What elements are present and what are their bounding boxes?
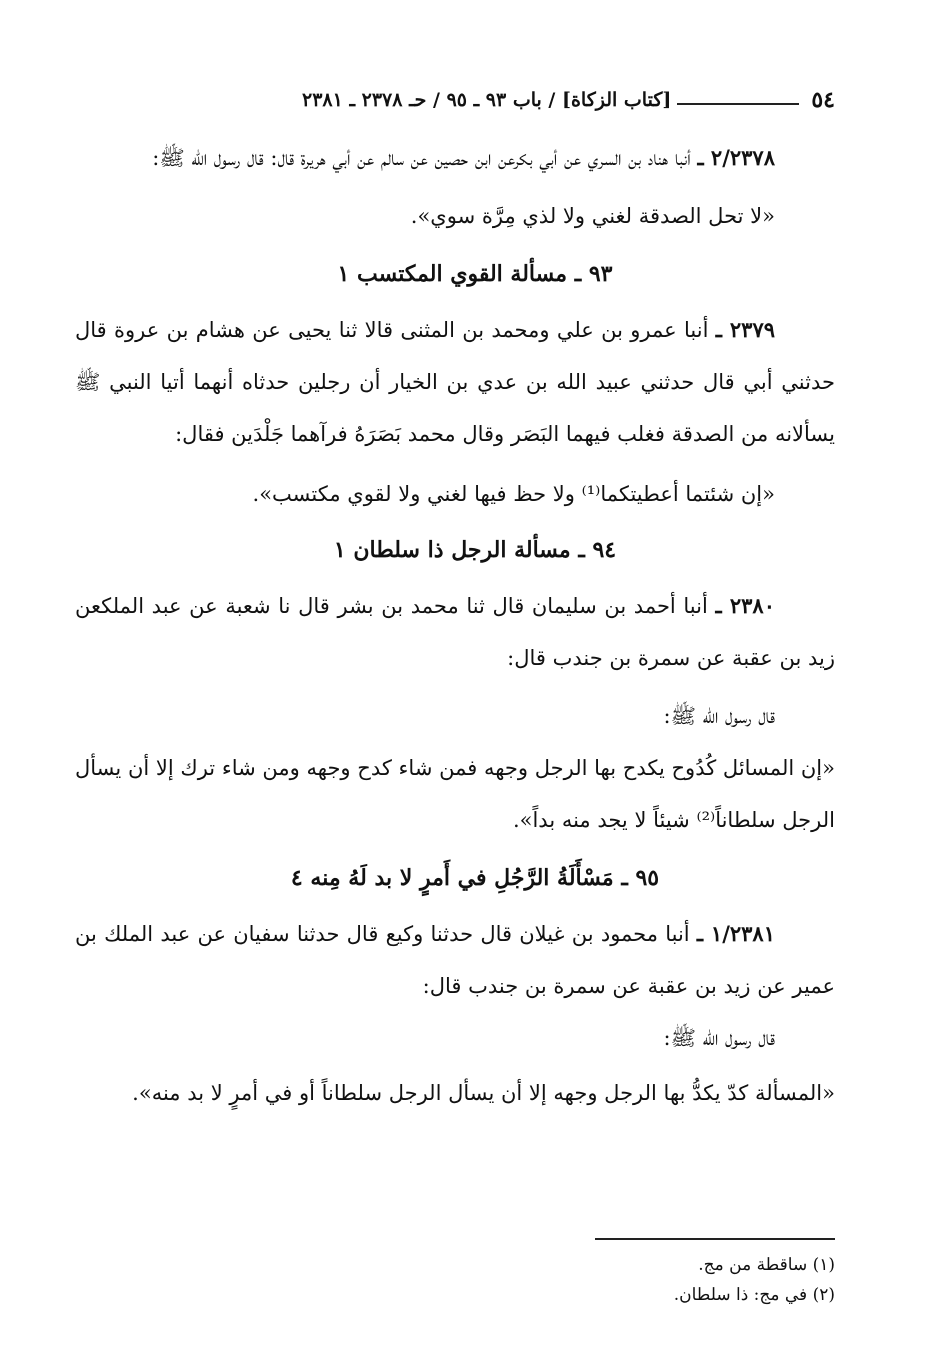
hadith-number: ٢٣٨٠ ـ xyxy=(715,593,775,618)
running-title: [كتاب الزكاة] / باب ٩٣ ـ ٩٥ / حـ ٢٣٧٨ ـ ٢٣٨١ xyxy=(302,89,672,111)
footnote-1: (١) ساقطة من مج. xyxy=(698,1255,835,1275)
hadith-quote: «لا تحل الصدقة لغني ولا لذي مِرَّة سوي». xyxy=(410,204,775,228)
hadith-quote: «إن شئتما أعطيتكما⁽¹⁾ ولا حظ فيها لغني ولا لقوي مكتسب». xyxy=(252,482,775,506)
hadith-quote: «المسألة كدّ يكدُّ بها الرجل وجهه إلا أن يسأل الرجل سلطاناً أو في أمرٍ لا بد منه». xyxy=(132,1081,835,1105)
hadith-2381-1 xyxy=(75,908,835,1012)
chapter-heading-94: ٩٤ ـ مسألة الرجل ذا سلطان ١ xyxy=(333,537,617,563)
prophet-said-line: قال رسول الله ﷺ: xyxy=(663,1026,775,1050)
hadith-text: أنبا عمرو بن علي ومحمد بن المثنى قالا ثنا يحيى عن هشام بن عروة قال حدثني أبي قال حدثني عبيد الله بن عدي بن الخيار أن رجلين حدثاه أنهما أتيا النبي ﷺ يسألانه من الصدقة فغلب فيهما البَصَر وقال محمد بَصَرَهُ فرآهما جَلْدَين فقال: xyxy=(75,318,835,446)
page-header xyxy=(75,80,835,120)
hadith-number: ١/٢٣٨١ ـ xyxy=(696,921,775,946)
footnotes xyxy=(435,1250,835,1310)
footnote-rule xyxy=(595,1238,835,1240)
hadith-text: أنبا أحمد بن سليمان قال ثنا محمد بن بشر قال نا شعبة عن عبد الملكعن زيد بن عقبة عن سمرة بن جندب قال: xyxy=(75,594,835,670)
hadith-2380 xyxy=(75,580,835,684)
footnote-2: (٢) في مج: ذا سلطان. xyxy=(673,1285,835,1305)
hadith-2378-2 xyxy=(75,132,835,184)
hadith-number: ٢/٢٣٧٨ ـ xyxy=(697,145,775,170)
hadith-quote: «إن المسائل كُدُوح يكدح بها الرجل وجهه فمن شاء كدح وجهه ومن شاء ترك إلا أن يسأل الرجل سلطاناً⁽²⁾ شيئاً لا يجد منه بداً». xyxy=(75,756,835,832)
chapter-heading-95: ٩٥ ـ مَسْأَلَةُ الرَّجُلِ في أَمرٍ لا بد لَهُ مِنه ٤ xyxy=(290,865,660,891)
chapter-heading-93: ٩٣ ـ مسألة القوي المكتسب ١ xyxy=(337,261,613,287)
page-number: ٥٤ xyxy=(811,87,835,113)
hadith-number: ٢٣٧٩ ـ xyxy=(715,317,776,342)
hadith-text: أنبا هناد بن السري عن أبي بكرعن ابن حصين عن سالم عن أبي هريرة قال: قال رسول الله ﷺ: xyxy=(152,146,698,170)
prophet-said-line: قال رسول الله ﷺ: xyxy=(663,704,775,728)
hadith-text: أنبا محمود بن غيلان قال حدثنا وكيع قال حدثنا سفيان عن عبد الملك بن عمير عن زيد بن عقبة عن سمرة بن جندب قال: xyxy=(75,922,835,998)
main-text xyxy=(75,132,835,1122)
header-rule xyxy=(677,103,799,105)
hadith-2379 xyxy=(75,304,835,460)
